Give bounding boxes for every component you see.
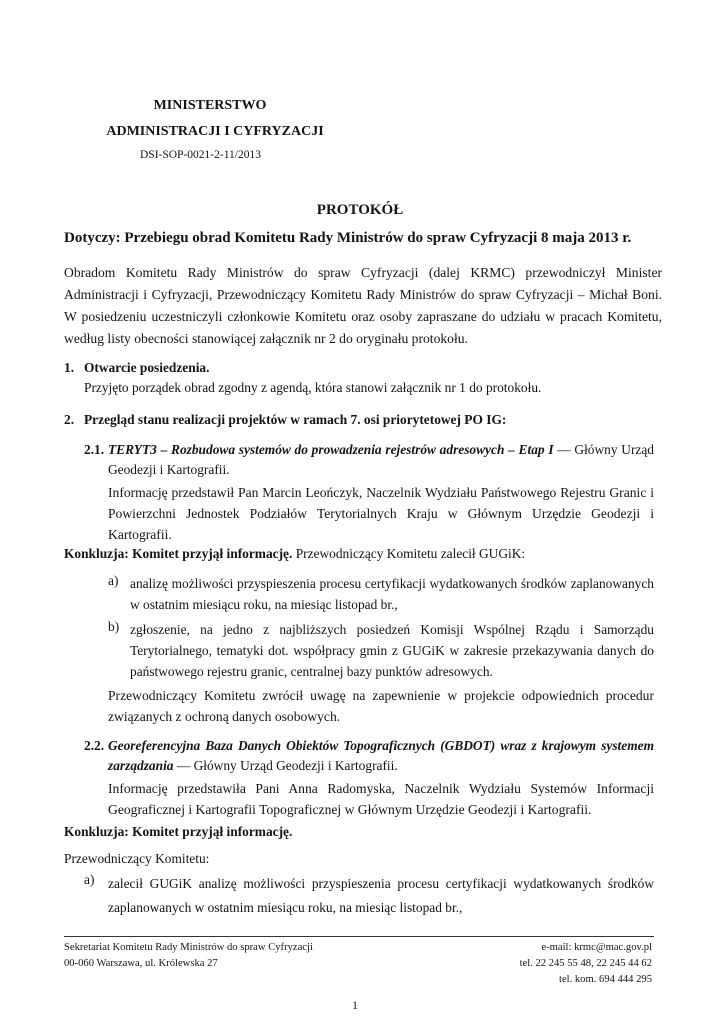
footer-address xyxy=(64,940,313,972)
chair-note: Przewodniczący Komitetu zwrócił uwagę na zapewnienie w projekcie odpowiednich procedur związanych z ochroną danych osobowych. xyxy=(108,688,654,724)
section2-title: Przegląd stanu realizacji projektów w ramach 7. osi priorytetowej PO IG: xyxy=(84,412,507,427)
section2-number: 2. xyxy=(64,412,75,427)
list1-item-b-text: zgłoszenie, na jedno z najbliższych posiedzeń Komisji Wspólnej Rządu i Samorządu Terytorialnego, tematyki dot. współpracy gmin z GUGiK w zakresie przekazywania danych do państwowego rejestru granic, centralnej bazy punktów adresowych. xyxy=(130,622,654,679)
list2-item-a-text: zalecił GUGiK analizę możliwości przyspieszenia procesu certyfikacji wydatkowanych środków zaplanowanych w ostatnim miesiącu roku, na miesiąc listopad br., xyxy=(108,876,654,915)
list1-item-a-text: analizę możliwości przyspieszenia procesu certyfikacji wydatkowanych środków zaplanowanych w ostatnim miesiącu roku, na miesiąc listopad br., xyxy=(130,576,654,612)
footer-phone: tel. 22 245 55 48, 22 245 44 62 xyxy=(519,958,652,969)
footer-mobile: tel. kom. 694 444 295 xyxy=(559,974,652,985)
list2-item-a-label: a) xyxy=(84,872,95,887)
item-2-1-title-rest: — Główny Urząd Geodezji i Kartografii. xyxy=(108,442,654,477)
item-2-2-body: Informację przedstawiła Pani Anna Radomyska, Naczelnik Wydziału Systemów Informacji Geograficznej i Kartografii Topograficznej w Głównym Urzędzie Geodezji i Kartografii. xyxy=(108,781,654,817)
item-2-1-number: 2.1. xyxy=(84,442,105,457)
ministry-name-line2: ADMINISTRACJI I CYFRYZACJI xyxy=(106,124,324,139)
section1-body: Przyjęto porządek obrad zgodny z agendą, która stanowi załącznik nr 1 do protokołu. xyxy=(84,380,542,395)
reference-number: DSI-SOP-0021-2-11/2013 xyxy=(140,149,261,161)
item-2-1-title-italic: TERYT3 – Rozbudowa systemów do prowadzenia rejestrów adresowych – Etap I xyxy=(108,442,554,457)
item-2-2-title-rest: — Główny Urząd Geodezji i Kartografii. xyxy=(173,758,398,773)
footer-contact xyxy=(520,940,652,988)
conclusion-1-bold: Konkluzja: Komitet przyjął informację. xyxy=(64,546,293,561)
chair-label: Przewodniczący Komitetu: xyxy=(64,851,210,866)
intro-paragraph: Obradom Komitetu Rady Ministrów do spraw Cyfryzacji (dalej KRMC) przewodniczył Minister Administracji i Cyfryzacji, Przewodniczący Komitetu Rady Ministrów do spraw Cyfryzacji – Michał Boni. W posiedzeniu uczestniczyli członkowie Komitetu oraz osoby zapraszane do udziału w pracach Komitetu, według listy obecności stanowiącej załącznik nr 2 do oryginału protokołu. xyxy=(64,265,662,346)
item-2-1-body: Informację przedstawił Pan Marcin Leończyk, Naczelnik Wydziału Państwowego Rejestru Granic i Powierzchni Jednostek Podziałów Terytorialnych Kraju w Głównym Urzędzie Geodezji i Kartografii. xyxy=(108,485,654,542)
document-subject: Dotyczy: Przebiegu obrad Komitetu Rady Ministrów do spraw Cyfryzacji 8 maja 2013 r. xyxy=(64,230,632,246)
item-2-1-title xyxy=(108,440,654,480)
list1-item-b-label: b) xyxy=(108,619,120,634)
footer-left-line2: 00-060 Warszawa, ul. Królewska 27 xyxy=(64,958,218,969)
footer-left-line1: Sekretariat Komitetu Rady Ministrów do spraw Cyfryzacji xyxy=(64,942,313,953)
ministry-name-line1: MINISTERSTWO xyxy=(153,98,267,113)
conclusion-2: Konkluzja: Komitet przyjął informację. xyxy=(64,824,293,839)
item-2-2-number: 2.2. xyxy=(84,738,105,753)
item-2-2-title-italic: Georeferencyjna Baza Danych Obiektów Topograficznych (GBDOT) wraz z krajowym systemem zarządzania xyxy=(108,738,654,773)
section1-title: Otwarcie posiedzenia. xyxy=(84,360,210,375)
footer-divider xyxy=(64,936,654,937)
conclusion-1-rest: Przewodniczący Komitetu zalecił GUGiK: xyxy=(292,546,526,561)
section1-number: 1. xyxy=(64,360,75,375)
page-number: 1 xyxy=(352,998,358,1012)
footer-email: e-mail: krmc@mac.gov.pl xyxy=(541,942,652,953)
item-2-2-title xyxy=(108,736,654,776)
conclusion-1 xyxy=(64,546,525,562)
list1-item-a-label: a) xyxy=(108,573,119,588)
document-title: PROTOKÓŁ xyxy=(316,202,404,218)
